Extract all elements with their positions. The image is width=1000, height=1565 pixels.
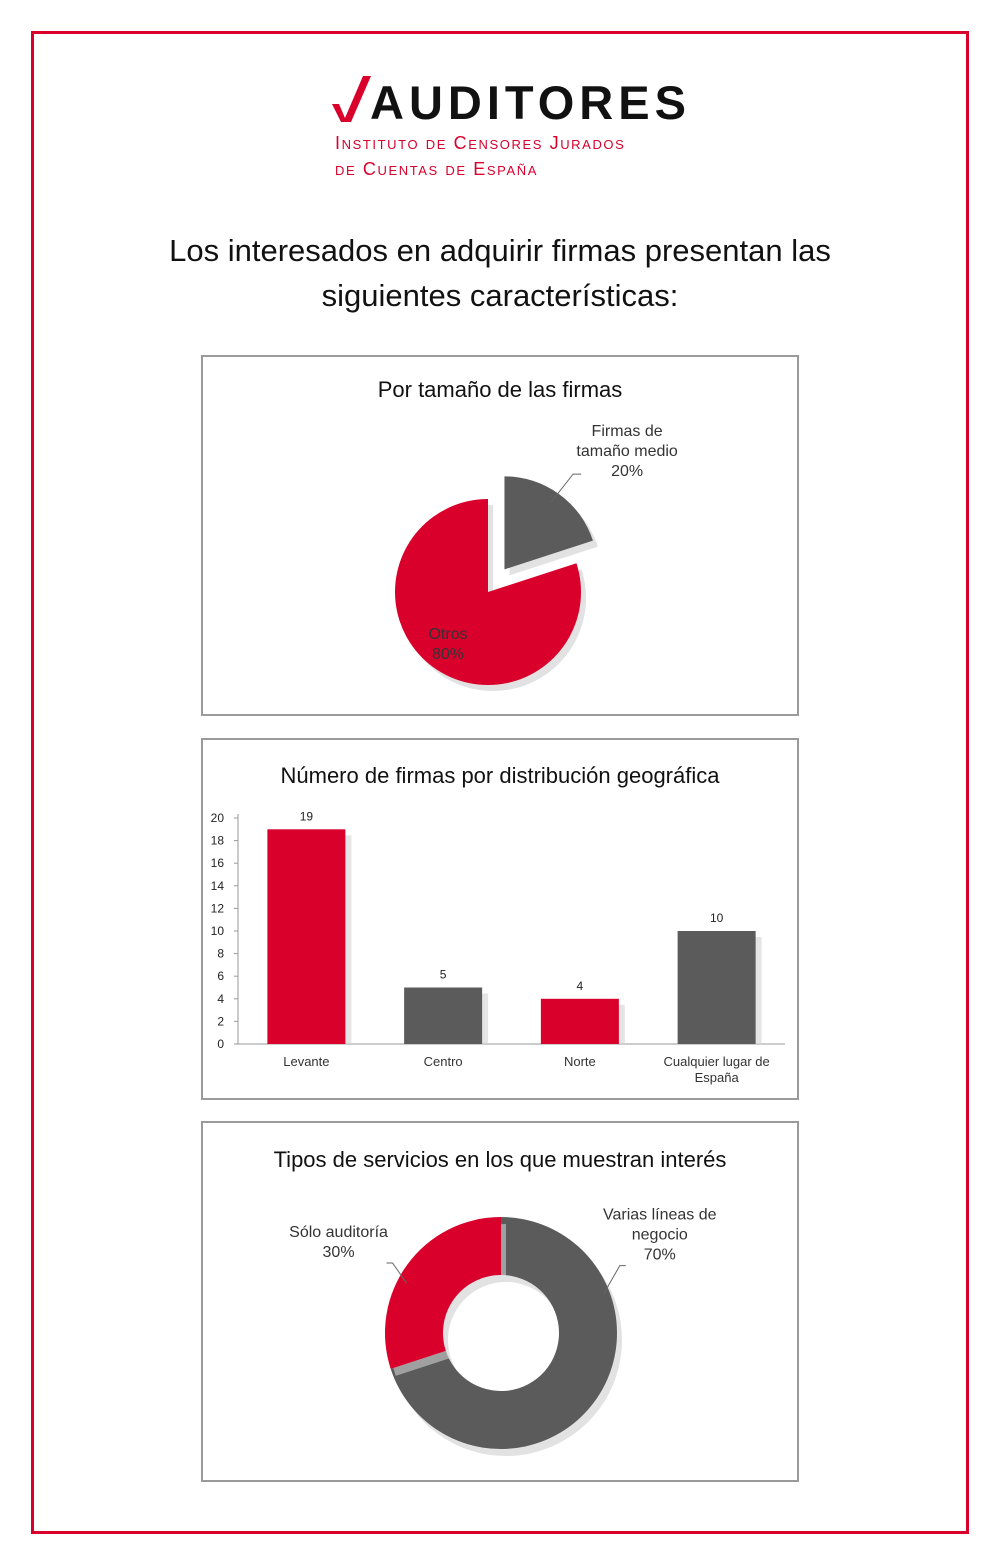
chart-title: Por tamaño de las firmas xyxy=(377,377,623,402)
headline-line2: siguientes características: xyxy=(321,278,679,313)
donut-data-label-multi-line: Varias líneas de negocio 70% xyxy=(603,1206,717,1264)
pie-chart-panel-size xyxy=(201,355,799,716)
y-tick-label: 14 xyxy=(210,878,224,893)
bar-chart-geography xyxy=(203,740,801,1102)
bar-data-label: 10 xyxy=(709,911,724,925)
headline-line1: Los interesados en adquirir firmas presentan las xyxy=(169,233,831,268)
donut-data-label-audit-only: Sólo auditoría 30% xyxy=(289,1224,388,1261)
logo-checkmark-icon xyxy=(332,76,371,122)
x-tick-label: Centro xyxy=(423,1054,463,1069)
y-tick-label: 18 xyxy=(210,833,224,848)
auditores-logo xyxy=(330,74,691,184)
donut-slice-audit-only xyxy=(385,1217,501,1369)
x-tick-label: Norte xyxy=(563,1054,596,1069)
y-tick-label: 2 xyxy=(217,1014,224,1029)
pie-data-label-others: Otros 80% xyxy=(428,626,468,663)
y-tick-label: 16 xyxy=(210,856,224,871)
x-tick-label: Levante xyxy=(283,1054,330,1069)
y-tick-label: 4 xyxy=(217,991,224,1006)
y-tick-label: 20 xyxy=(210,811,224,825)
donut-chart-panel-services xyxy=(201,1121,799,1482)
y-tick-label: 0 xyxy=(217,1037,224,1051)
bar-data-label: 19 xyxy=(299,809,314,824)
bar xyxy=(404,988,482,1045)
logo-subtitle-line1: Instituto de Censores Jurados xyxy=(335,133,626,153)
page-headline xyxy=(100,228,900,318)
y-tick-label: 12 xyxy=(210,901,224,916)
y-tick-label: 6 xyxy=(217,969,224,984)
bar-data-label: 5 xyxy=(439,967,447,982)
pie-data-label-medium-firms: Firmas de tamaño medio 20% xyxy=(576,423,678,481)
logo-wordmark-text: AUDITORES xyxy=(370,76,691,129)
logo-wordmark-graphic xyxy=(330,74,691,129)
y-tick-label: 8 xyxy=(217,946,224,961)
chart-title: Número de firmas por distribución geográfica xyxy=(280,763,720,788)
bar-chart-panel-geography xyxy=(201,738,799,1100)
logo-subtitle-line2: de Cuentas de España xyxy=(335,159,538,179)
bar-data-label: 4 xyxy=(576,978,584,993)
bar xyxy=(541,999,619,1044)
y-tick-label: 10 xyxy=(210,924,224,938)
pie-chart-size xyxy=(203,357,801,718)
bar xyxy=(267,829,345,1044)
bar xyxy=(678,931,756,1044)
donut-chart-services xyxy=(203,1123,801,1484)
x-tick-label: Cualquier lugar de España xyxy=(663,1054,770,1085)
chart-title: Tipos de servicios en los que muestran interés xyxy=(273,1147,727,1172)
